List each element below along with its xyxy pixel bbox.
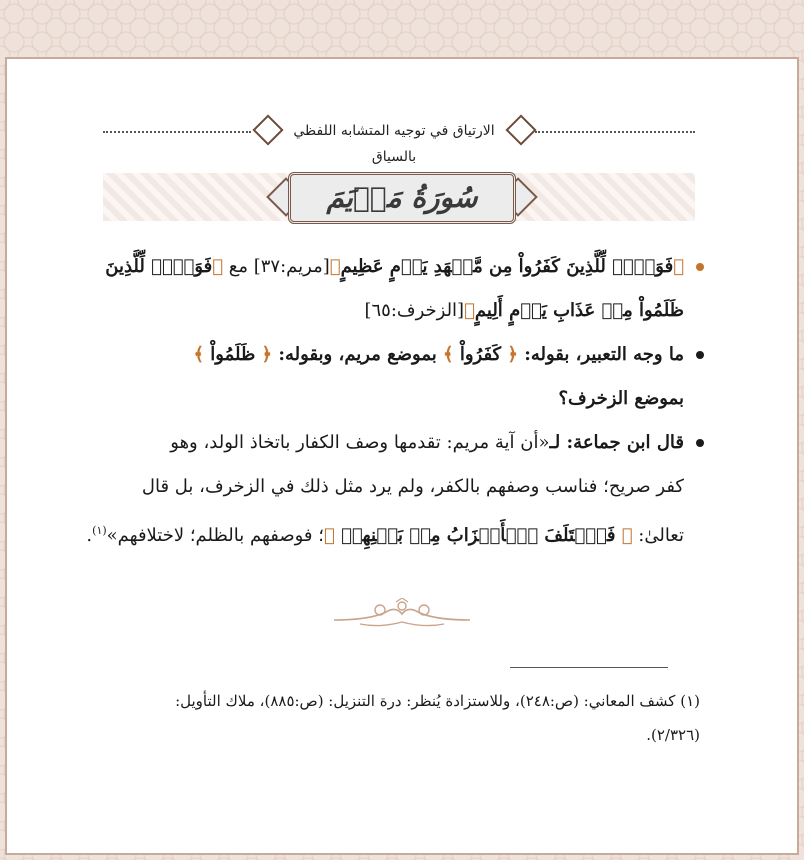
ayah-bracket-open-icon: ﴿ [673,256,684,277]
footnote-line: (١) كشف المعاني: (ص:٢٤٨)، وللاستزادة يُنظر: درة التنزيل: (ص:٨٨٥)، ملاك التأويل: [175,692,700,710]
surah-title: سُورَةُ مَرۡيَمَ [326,181,478,214]
bullet-icon [696,263,704,271]
verse-reference: [مريم:٣٧] مع [223,256,330,277]
answer-author: قال ابن جماعة: لـ [549,432,684,453]
answer-text: كفر صريح؛ فناسب وصفهم بالكفر، ولم يرد مثل ذلك في الزخرف، بل قال [141,476,684,497]
answer-text: «أن آية مريم: تقدمها وصف الكفار باتخاذ الولد، وهو [170,432,550,453]
quran-verse: فَوَيۡلٞ لِّلَّذِينَ [105,256,213,277]
item-line [82,333,684,377]
item-line [82,289,684,333]
quran-verse: فَٱخۡتَلَفَ ٱلۡأَحۡزَابُ مِنۢ بَيۡنِهِمۡ [334,525,622,546]
ayah-bracket-open-icon: ﴿ [261,344,273,365]
header-dotted-line-left [103,131,251,133]
ayah-bracket-close-icon: ﴾ [323,525,335,546]
item-line [82,421,684,465]
footnote [100,684,700,752]
quran-word: كَفَرُواْ [453,344,508,365]
ornamental-divider-icon [330,598,474,632]
ayah-bracket-close-icon: ﴾ [329,256,341,277]
item-line [82,245,684,289]
ayah-bracket-open-icon: ﴿ [621,525,633,546]
running-header-title: الارتياق في توجيه المتشابه اللفظي بالسياق [293,123,495,165]
ayah-bracket-close-icon: ﴾ [443,344,454,365]
list-item-verses [82,245,704,333]
question-text: بموضع الزخرف؟ [558,388,684,409]
verse-reference: [الزخرف:٦٥] [364,300,465,321]
list-item-answer [82,421,704,553]
answer-text: . [86,525,93,546]
bullet-icon [696,351,704,359]
bullet-icon [696,439,704,447]
quran-verse: فَوَيۡلٞ لِّلَّذِينَ كَفَرُواْ مِن مَّشۡهَدِ يَوۡمٍ عَظِيمٍ [340,256,674,277]
quran-word: ظَلَمُواْ [204,344,262,365]
header-dotted-line-right [535,131,695,133]
answer-text: ؛ فوصفهم بالظلم؛ لاختلافهم» [106,525,324,546]
footnote-marker[interactable]: (١) [92,524,107,537]
item-line [82,509,684,553]
question-text: بموضع مريم، وبقوله: [272,344,443,365]
footnote-line: (٢/٣٢٦). [646,726,700,744]
ayah-bracket-open-icon: ﴿ [507,344,518,365]
item-line [82,465,684,509]
ayah-bracket-close-icon: ﴾ [193,344,205,365]
footnote-separator [510,667,668,668]
list-item-question [82,333,704,421]
main-content [82,245,704,553]
item-line [82,377,684,421]
ayah-bracket-close-icon: ﴾ [464,300,475,321]
quran-verse: ظَلَمُواْ مِنۡ عَذَابِ يَوۡمٍ أَلِيمٍ [474,300,684,321]
question-text: ما وجه التعبير، بقوله: [517,344,684,365]
answer-text: تعالىٰ: [632,525,684,546]
ayah-bracket-open-icon: ﴿ [212,256,224,277]
